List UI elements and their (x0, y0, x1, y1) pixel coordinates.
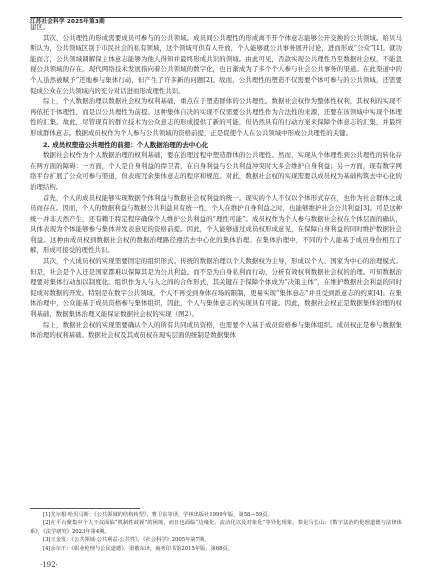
section-heading: 2. 成员权塑造公共理性的前提：个人数据治理的去中心化 (43, 140, 209, 149)
article-body (30, 22, 402, 341)
body-paragraph: 综上，个人数据治理以数据社会权为权利基础，重点在于塑造群体的公共理性。数据社会权作为整体性权利，其权利的实现不再依托于体理性，而是以公共理性为前提。这种集体自决的实现不仅需要公共理性作为合法性的来源，还要在该领域中实现个体理性的汇集。故此，尽管现有的群立技术为公众意志的形成提供了新的可能，但仍然具有的行动方案来保障个体意志的汇集，并最终形成群体意志。数据成员权作为个人参与公共领域的资格前提，正是促使个人在公共领域中形成公共理性的关键。 (30, 97, 402, 137)
footnote-rule (30, 508, 140, 509)
body-paragraph: 建区。 (30, 23, 50, 31)
journal-title: 江苏社会科学 2025年第3期 (30, 19, 105, 25)
body-paragraph: 首先，个人的成员权能够实现数据个体利益与数据社会权利益的统一。现实的个人不仅以个体形式存在，也作为社会群体之成员而存在。因而，个人的数据利益与数据公共利益具有统一性，个人在维护自身利益之时，也能够维护社会公共利益[3]。可是这种统一并非天然产生，还有赖于特定程序确保个人维护公共利益的“理性可能”。成员权作为个人参与数据社会权在个体层面的确认，具体表现为个体能够参与集体并发表意见的资格前提。因此，个人能够通过成员权形成意见，在保障自身利益的同时维护数据社会利益。这种由成员权到数据社会权的数据治理路径遵活去中心化的集体治理。在集体治理中，不同的个人能基于成员身份相互了解，形成可接受的理性共识。 (30, 193, 402, 255)
footnote: [2]在平台聚集中个人不仅面临“机制性歧视”的困境，而且也面临“边缘化、流动化以及对象化”等异化现象。参见马长山：《数字法治的伦理道德与法律体系》，《法学研究》2023年第4期。 (30, 520, 402, 535)
body-paragraph: 综上，数据社会权的实现需要确认个人的所有共同成员资格，也需要个人基于成员资格参与集体组织。成员权正是参与数据集体治理的权利基础。数据社会权及其成员权在现实层面的统制是数据集体 (30, 320, 402, 340)
footnote: [1]尤尔根·哈贝马斯：《公共领域的结构转型》，曹卫东等译，学林出版社1999年版，第58—59页。 (43, 512, 273, 518)
footnotes (30, 511, 402, 553)
body-paragraph: 其次，公共理性的形成需要成员可参与的公共领域。成员间公共理性的形成离不开个体意志能够公开交换的公共领域。哈贝马斯认为，公共领域区别于市民社会的私有领域，这个领域可供有人开放，个人能够就公共事务展开讨论，进而形成“公众”[1]。就功能而言，公共领域调解保主体意志能够为他人得知并最终形成共识的领域。由此可见，否款实现公共理性乃至数据社会权，不能忽视公共领域的存在。现代网络技术发展指向着公共领域的数字化，也日渐成为了多个个人参与社会公共事务的渠道。在此渠道中的个人虽然被赋予“还地参与集体行动，但产生了许多新的问题[2]。故而，公共理性的塑造不仅需要个体可参与的公共领域，还需要促成公众在公共领域内的充分对话进而形成理性共识。 (30, 33, 402, 95)
page-number: ·192· (40, 561, 58, 569)
body-paragraph: 其次，个人成员权的实现需要固定的组织形式。传统的数据治理以个人数据权为主导，形成以个人、国家为中心的治理模式。但是，社会是个人还是国家都难以保障其是为公共利益。而不是为自身私利而行动，分析有效权利数据社会权的治理。可知数据治理要对集体行动加以制度化。组织作为人与人之间的合作形式，其关键在于保障个体成为“决策主体”，在维护数据社会利益的同时促成对数据的开发。特别是在数字公共领域，个人不再受到身体在场的限制，更易实现“集体意志”并且受到派意志的约束[4]。在集体治理中，公众能基于成员资格参与集体组织，因此，个人与集体意志的实现具有可能。因此，数据社会权正是数据集体治理的权利基础，数据集体治理又能保证数据社会权的实现（图2）。 (30, 257, 402, 319)
footnote: [4]余尔千：《职业伦理与公民道德》，渠敬东译，商务印书馆2015年版，第68页。 (43, 545, 234, 552)
body-paragraph: 数据社会权作为个人数据治理的权利基础，要在治理过程中塑造群体的公共理性。然而，实现从个体理性到公共理性的转化存在两方面的障碍：一方面，个人是自身利益的捍卫者，在自身利益与公共利益冲突时大多会维护自身利益；另一方面，现有数字网络平台扩展了公众可参与渠道，但表现冗余集体意志的程序和规范。对此，数据社会权的实现需要以成员权为基础构筑去中心化的治理结构。 (30, 151, 402, 191)
header-rule (30, 17, 402, 18)
footnote: [3]王金发：《公共领域·公共利益·公共性》，《社会科学》2005年第7期。 (43, 537, 210, 544)
